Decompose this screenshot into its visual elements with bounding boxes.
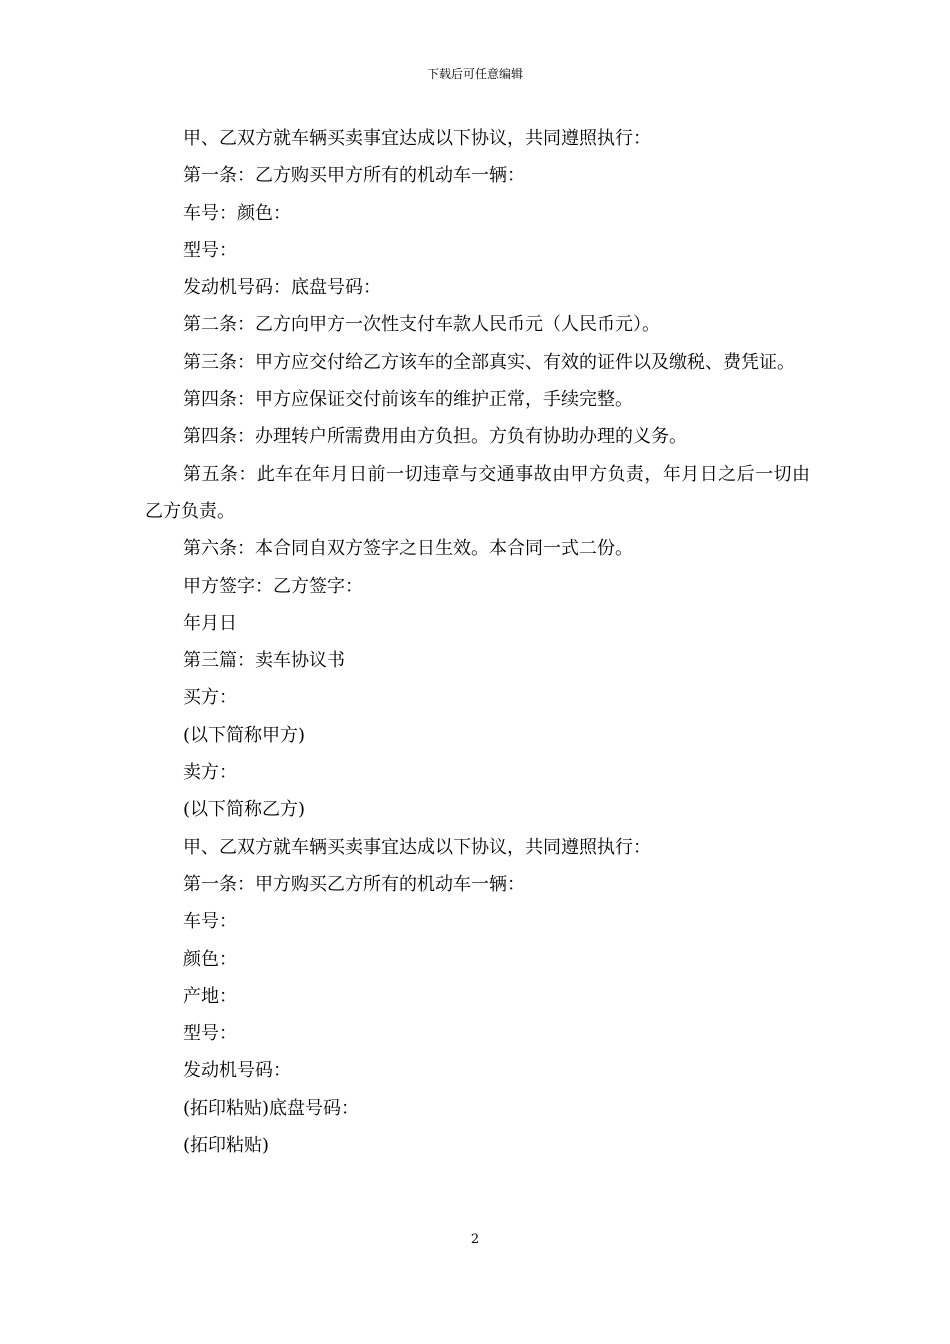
paragraph: 甲、乙双方就车辆买卖事宜达成以下协议，共同遵照执行： <box>183 128 651 149</box>
page-header: 下载后可任意编辑 <box>426 67 523 81</box>
paragraph: 买方： <box>183 687 237 709</box>
paragraph: 甲、乙双方就车辆买卖事宜达成以下协议，共同遵照执行： <box>183 836 651 858</box>
paragraph: 第六条：本合同自双方签字之日生效。本合同一式二份。 <box>183 538 633 560</box>
paragraph: 第三条：甲方应交付给乙方该车的全部真实、有效的证件以及缴税、费凭证。 <box>183 351 795 373</box>
paragraph: (以下简称甲方) <box>183 724 306 746</box>
paragraph: (以下简称乙方) <box>183 799 306 821</box>
paragraph: 第五条：此车在年月日前一切违章与交通事故由甲方负责，年月日之后一切由乙方负责。 <box>145 463 810 522</box>
document-body <box>145 120 810 1164</box>
paragraph: 第二条：乙方向甲方一次性支付车款人民币元（人民币元）。 <box>183 314 660 336</box>
paragraph: 第三篇：卖车协议书 <box>183 650 345 672</box>
paragraph: 颜色： <box>183 948 237 970</box>
paragraph: (拓印粘贴)底盘号码： <box>183 1097 360 1119</box>
paragraph: 甲方签字：乙方签字： <box>183 575 363 597</box>
paragraph: 产地： <box>183 985 237 1007</box>
paragraph: 型号： <box>183 239 237 261</box>
paragraph: 发动机号码： <box>183 1060 291 1082</box>
paragraph: 车号：颜色： <box>183 202 291 224</box>
paragraph: 车号： <box>183 911 237 933</box>
paragraph: 第四条：甲方应保证交付前该车的维护正常，手续完整。 <box>183 389 633 411</box>
paragraph: 年月日 <box>183 612 237 634</box>
paragraph: 第一条：乙方购买甲方所有的机动车一辆： <box>183 165 525 187</box>
page-number: 2 <box>470 1232 480 1247</box>
paragraph: 第四条：办理转户所需费用由方负担。方负有协助办理的义务。 <box>183 426 687 448</box>
paragraph: 卖方： <box>183 762 237 784</box>
paragraph: 型号： <box>183 1023 237 1045</box>
paragraph: 第一条：甲方购买乙方所有的机动车一辆： <box>183 873 525 895</box>
paragraph: 发动机号码：底盘号码： <box>183 277 381 299</box>
paragraph: (拓印粘贴) <box>183 1135 270 1157</box>
